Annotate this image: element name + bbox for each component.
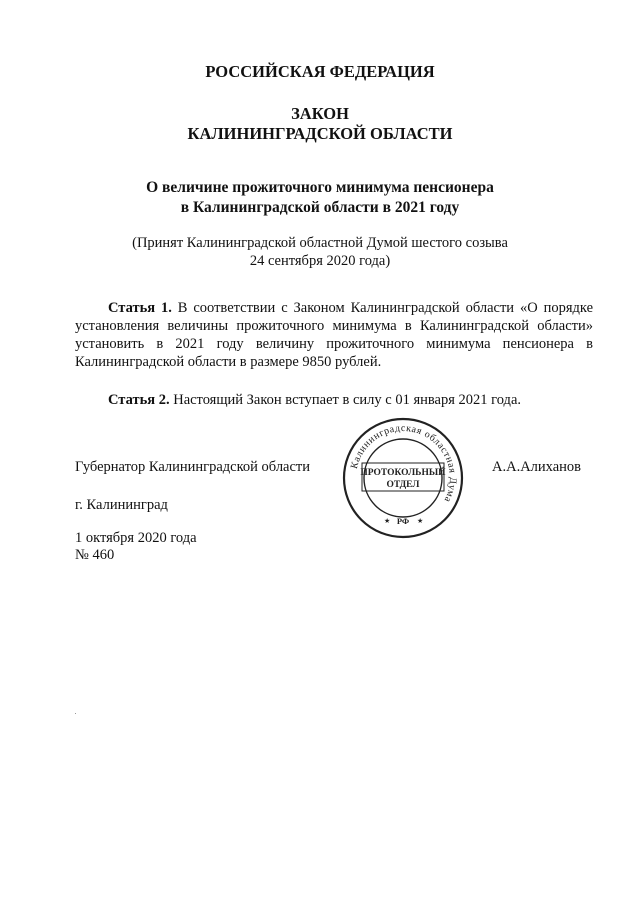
signing-date: 1 октября 2020 года: [75, 530, 197, 546]
article-1: [75, 299, 593, 371]
article-1-label: Статья 1.: [108, 300, 172, 316]
stamp-center-line2: ОТДЕЛ: [386, 480, 420, 490]
signing-details: [75, 530, 197, 564]
stamp-bottom-text: РФ: [396, 516, 410, 526]
article-2-text: Настоящий Закон вступает в силу с 01 января 2021 года.: [173, 392, 521, 408]
country-heading: РОССИЙСКАЯ ФЕДЕРАЦИЯ: [205, 62, 435, 81]
adoption-note: [0, 234, 640, 270]
scan-speck: [75, 713, 76, 714]
stamp-inner-ring: [364, 439, 442, 517]
stamp-ring-text: Калининградская областная Дума: [348, 422, 459, 505]
law-label: ЗАКОН: [291, 104, 349, 123]
law-number: № 460: [75, 547, 115, 563]
adoption-note-line1: (Принят Калининградской областной Думой шестого созыва: [132, 235, 508, 251]
stamp-star-left-icon: ★: [384, 517, 391, 525]
place-of-signing: г. Калининград: [75, 497, 168, 513]
signatory-name: А.А.Алиханов: [492, 459, 582, 475]
law-title: [0, 178, 640, 218]
stamp-center-line1: ПРОТОКОЛЬНЫЙ: [360, 468, 446, 478]
law-title-line1: О величине прожиточного минимума пенсионера: [146, 179, 494, 196]
law-heading: [0, 104, 640, 144]
article-2: [75, 391, 593, 409]
stamp-star-right-icon: ★: [417, 517, 424, 525]
article-1-text: В соответствии с Законом Калининградской области «О порядке установления величины прожиточного минимума в Калининградской области» установить в 2021 году величину прожиточного минимума пенсионера в Калининградской области в размере 9850 рублей.: [75, 300, 594, 370]
region-label: КАЛИНИНГРАДСКОЙ ОБЛАСТИ: [187, 124, 453, 143]
article-2-label: Статья 2.: [108, 392, 170, 408]
adoption-note-line2: 24 сентября 2020 года): [249, 253, 391, 269]
law-title-line2: в Калининградской области в 2021 году: [180, 199, 460, 216]
official-stamp: [341, 416, 465, 540]
signatory-position: Губернатор Калининградской области: [75, 459, 311, 475]
